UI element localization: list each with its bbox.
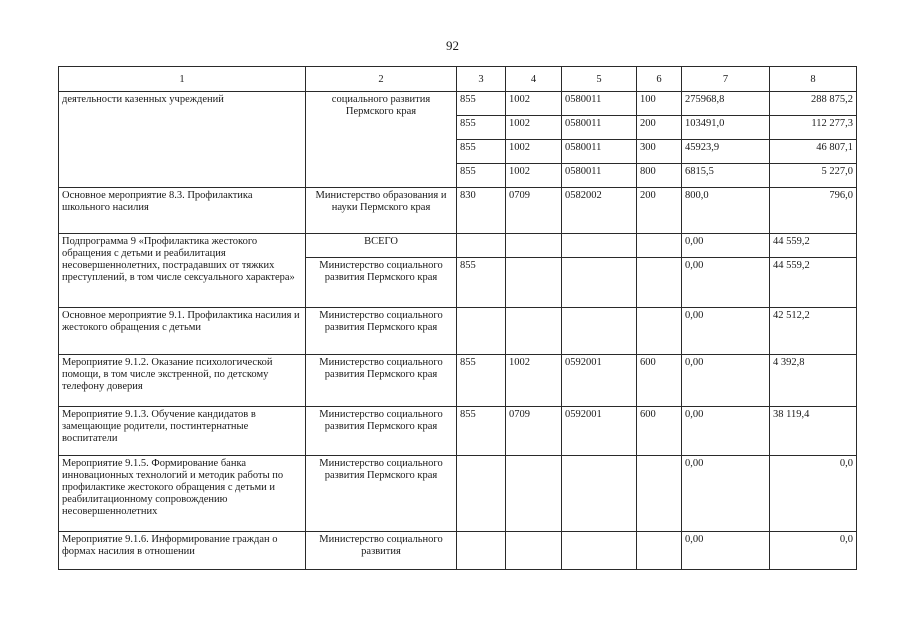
row-code-article <box>562 234 637 258</box>
row-value-plan: 0,00 <box>682 234 770 258</box>
row-code-type <box>637 258 682 308</box>
row-code-type: 800 <box>637 164 682 188</box>
row-code-article <box>562 258 637 308</box>
row-code-grbs: 830 <box>457 188 506 234</box>
row-code-type <box>637 308 682 355</box>
row-value-plan: 0,00 <box>682 532 770 570</box>
row-code-type: 600 <box>637 407 682 456</box>
row-value-plan: 0,00 <box>682 308 770 355</box>
row-code-article <box>562 456 637 532</box>
row-description: Мероприятие 9.1.2. Оказание психологической помощи, в том числе экстренной, по детскому телефону доверия <box>59 355 306 407</box>
row-value-plan: 0,00 <box>682 355 770 407</box>
row-department: Министерство социального развития <box>306 532 457 570</box>
row-value-plan: 0,00 <box>682 456 770 532</box>
row-code-section: 1002 <box>506 140 562 164</box>
table-row <box>59 188 857 234</box>
table-row <box>59 456 857 532</box>
row-value-plan: 103491,0 <box>682 116 770 140</box>
row-value-fact: 38 119,4 <box>770 407 857 456</box>
row-description: Мероприятие 9.1.3. Обучение кандидатов в замещающие родители, постинтернатные воспитатели <box>59 407 306 456</box>
row-description: деятельности казенных учреждений <box>59 92 306 188</box>
header-cell: 3 <box>457 67 506 92</box>
row-code-article: 0580011 <box>562 164 637 188</box>
row-code-grbs <box>457 456 506 532</box>
row-code-section: 0709 <box>506 188 562 234</box>
row-code-type <box>637 234 682 258</box>
row-code-type: 300 <box>637 140 682 164</box>
row-code-section: 0709 <box>506 407 562 456</box>
row-code-article: 0582002 <box>562 188 637 234</box>
row-code-type: 100 <box>637 92 682 116</box>
row-code-type: 200 <box>637 188 682 234</box>
row-code-article <box>562 308 637 355</box>
row-code-grbs: 855 <box>457 140 506 164</box>
row-department: Министерство образования и науки Пермского края <box>306 188 457 234</box>
row-code-section <box>506 308 562 355</box>
row-code-grbs: 855 <box>457 92 506 116</box>
header-cell: 8 <box>770 67 857 92</box>
row-code-section: 1002 <box>506 116 562 140</box>
row-value-fact: 796,0 <box>770 188 857 234</box>
row-value-plan: 800,0 <box>682 188 770 234</box>
row-code-section: 1002 <box>506 92 562 116</box>
row-code-type: 600 <box>637 355 682 407</box>
row-value-fact: 112 277,3 <box>770 116 857 140</box>
row-code-article: 0592001 <box>562 407 637 456</box>
header-cell: 6 <box>637 67 682 92</box>
row-code-grbs: 855 <box>457 355 506 407</box>
row-code-grbs: 855 <box>457 258 506 308</box>
row-code-type <box>637 532 682 570</box>
row-value-fact: 4 392,8 <box>770 355 857 407</box>
row-department: ВСЕГО <box>306 234 457 258</box>
row-code-section <box>506 532 562 570</box>
page-number: 92 <box>446 38 459 53</box>
table-header-row <box>59 67 857 92</box>
row-value-plan: 45923,9 <box>682 140 770 164</box>
row-code-grbs: 855 <box>457 407 506 456</box>
row-department: Министерство социального развития Пермского края <box>306 258 457 308</box>
row-department: Министерство социального развития Пермского края <box>306 456 457 532</box>
table-row <box>59 234 857 258</box>
row-value-fact: 42 512,2 <box>770 308 857 355</box>
row-code-article: 0580011 <box>562 140 637 164</box>
row-department: Министерство социального развития Пермского края <box>306 308 457 355</box>
row-code-type <box>637 456 682 532</box>
row-description: Мероприятие 9.1.6. Информирование граждан о формах насилия в отношении <box>59 532 306 570</box>
row-description: Основное мероприятие 9.1. Профилактика насилия и жестокого обращения с детьми <box>59 308 306 355</box>
row-code-article: 0580011 <box>562 92 637 116</box>
row-value-fact: 288 875,2 <box>770 92 857 116</box>
row-code-section <box>506 258 562 308</box>
row-code-grbs <box>457 234 506 258</box>
row-code-section <box>506 234 562 258</box>
header-cell: 2 <box>306 67 457 92</box>
row-value-plan: 275968,8 <box>682 92 770 116</box>
table-row <box>59 308 857 355</box>
row-code-section: 1002 <box>506 355 562 407</box>
row-value-plan: 6815,5 <box>682 164 770 188</box>
row-code-grbs: 855 <box>457 164 506 188</box>
row-code-article: 0592001 <box>562 355 637 407</box>
row-code-grbs <box>457 532 506 570</box>
row-value-fact: 46 807,1 <box>770 140 857 164</box>
row-value-fact: 5 227,0 <box>770 164 857 188</box>
row-department: Министерство социального развития Пермского края <box>306 355 457 407</box>
row-value-fact: 0,0 <box>770 532 857 570</box>
budget-table <box>58 66 857 570</box>
row-value-plan: 0,00 <box>682 258 770 308</box>
row-value-plan: 0,00 <box>682 407 770 456</box>
row-description: Мероприятие 9.1.5. Формирование банка инновационных технологий и методик работы по профилактике жестокого обращения с детьми и реабилитационному сопровождению несовершеннолетних <box>59 456 306 532</box>
header-cell: 5 <box>562 67 637 92</box>
row-value-fact: 0,0 <box>770 456 857 532</box>
row-description: Основное мероприятие 8.3. Профилактика школьного насилия <box>59 188 306 234</box>
row-description: Подпрограмма 9 «Профилактика жестокого обращения с детьми и реабилитация несовершеннолетних, пострадавших от тяжких преступлений, в том числе сексуального характера» <box>59 234 306 308</box>
row-department: Министерство социального развития Пермского края <box>306 407 457 456</box>
header-cell: 1 <box>59 67 306 92</box>
row-department: социального развития Пермского края <box>306 92 457 188</box>
table-row <box>59 92 857 116</box>
row-code-article <box>562 532 637 570</box>
header-cell: 7 <box>682 67 770 92</box>
row-code-type: 200 <box>637 116 682 140</box>
header-cell: 4 <box>506 67 562 92</box>
row-code-grbs: 855 <box>457 116 506 140</box>
row-value-fact: 44 559,2 <box>770 258 857 308</box>
row-code-article: 0580011 <box>562 116 637 140</box>
row-code-section <box>506 456 562 532</box>
row-value-fact: 44 559,2 <box>770 234 857 258</box>
table-row <box>59 532 857 570</box>
table-row <box>59 355 857 407</box>
row-code-section: 1002 <box>506 164 562 188</box>
table-row <box>59 407 857 456</box>
row-code-grbs <box>457 308 506 355</box>
